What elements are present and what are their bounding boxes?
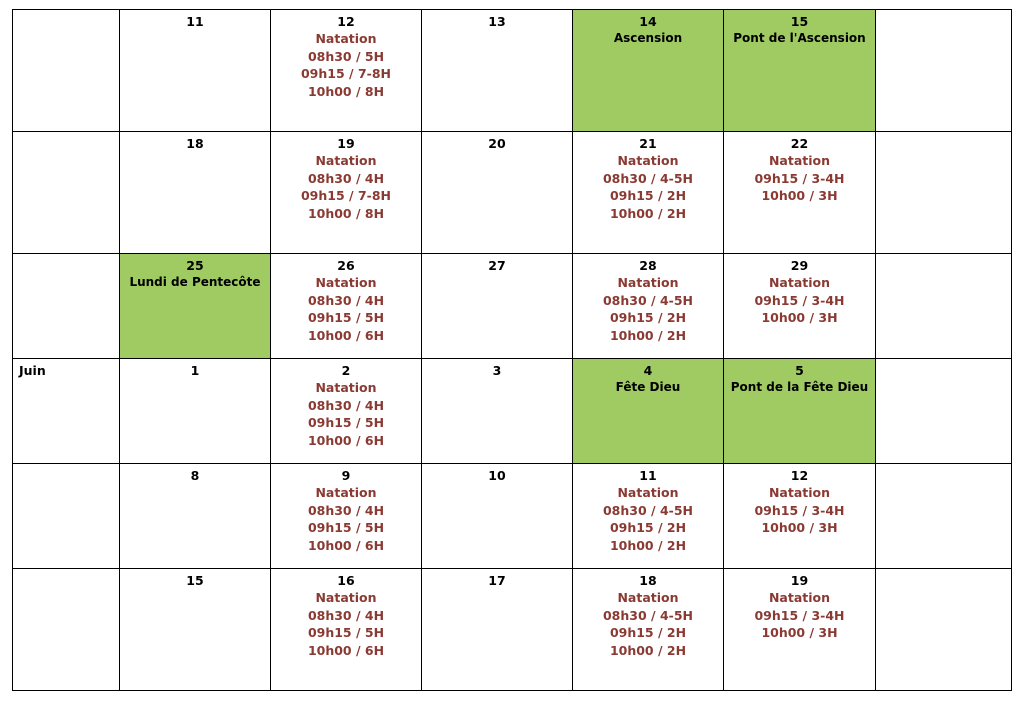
activity-schedule-line: 10h00 / 3H <box>761 310 838 325</box>
day-number: 15 <box>186 573 204 588</box>
month-cell <box>13 569 120 691</box>
activity-title: Natation <box>768 485 831 500</box>
month-cell <box>13 10 120 132</box>
activity-schedule-line: 09h15 / 5H <box>307 415 385 430</box>
day-number: 5 <box>795 363 804 378</box>
day-cell <box>120 254 271 359</box>
activity-schedule-line: 09h15 / 7-8H <box>300 66 391 81</box>
day-number: 20 <box>488 136 506 151</box>
day-number: 11 <box>186 14 204 29</box>
day-number: 28 <box>639 258 657 273</box>
activity-schedule-line: 09h15 / 5H <box>307 310 385 325</box>
activity-title: Natation <box>617 590 679 605</box>
day-cell <box>573 132 724 254</box>
activity-title: Natation <box>315 485 377 500</box>
week-row <box>13 359 1012 464</box>
day-cell <box>120 10 271 132</box>
activity-title: Natation <box>768 590 831 605</box>
day-number: 9 <box>341 468 351 483</box>
activity-title: Natation <box>617 153 679 168</box>
activity-schedule-line: 08h30 / 4H <box>307 170 385 186</box>
day-number: 16 <box>337 573 355 588</box>
day-cell <box>271 359 422 464</box>
day-number: 10 <box>488 468 506 483</box>
activity-schedule-line: 09h15 / 3-4H <box>754 607 845 623</box>
day-number: 19 <box>337 136 355 151</box>
activity-schedule-line: 10h00 / 3H <box>761 188 838 203</box>
day-number: 8 <box>190 468 200 483</box>
activity-schedule-line: 10h00 / 3H <box>761 625 838 640</box>
week-row <box>13 569 1012 691</box>
day-number: 12 <box>337 14 355 29</box>
holiday-label: Pont de la Fête Dieu <box>730 380 869 394</box>
activity-title: Natation <box>315 153 377 168</box>
activity-schedule-line: 09h15 / 2H <box>609 310 687 325</box>
activity-schedule-line: 10h00 / 8H <box>307 83 385 99</box>
week-row <box>13 464 1012 569</box>
activity-schedule-line: 08h30 / 4-5H <box>602 170 693 186</box>
day-cell <box>876 359 1012 464</box>
activity-schedule-line: 09h15 / 5H <box>307 520 385 535</box>
activity-schedule-line: 10h00 / 3H <box>761 520 838 535</box>
day-number: 22 <box>790 136 809 151</box>
day-number: 12 <box>790 468 809 483</box>
day-cell <box>724 359 876 464</box>
day-cell <box>876 10 1012 132</box>
day-cell <box>573 10 724 132</box>
day-number: 21 <box>639 136 657 151</box>
holiday-label: Pont de l'Ascension <box>733 31 866 45</box>
day-cell <box>422 254 573 359</box>
day-number: 14 <box>639 14 657 29</box>
activity-schedule-line: 10h00 / 2H <box>609 537 687 553</box>
activity-schedule-line: 10h00 / 6H <box>307 642 385 658</box>
holiday-label: Ascension <box>613 31 683 45</box>
day-cell <box>724 10 876 132</box>
activity-title: Natation <box>768 275 831 290</box>
month-cell <box>13 464 120 569</box>
day-cell <box>271 132 422 254</box>
week-row <box>13 254 1012 359</box>
activity-schedule-line: 08h30 / 5H <box>307 48 385 64</box>
activity-schedule-line: 08h30 / 4H <box>307 397 385 413</box>
day-cell <box>876 569 1012 691</box>
day-cell <box>271 254 422 359</box>
day-cell <box>573 464 724 569</box>
day-cell <box>724 132 876 254</box>
week-row <box>13 132 1012 254</box>
day-number: 4 <box>643 363 653 378</box>
day-cell <box>422 10 573 132</box>
activity-title: Natation <box>768 153 831 168</box>
day-number: 15 <box>790 14 809 29</box>
day-number: 27 <box>488 258 506 273</box>
day-cell <box>271 569 422 691</box>
day-cell <box>724 464 876 569</box>
day-cell <box>120 132 271 254</box>
activity-title: Natation <box>315 380 377 395</box>
day-number: 29 <box>790 258 809 273</box>
activity-title: Natation <box>315 275 377 290</box>
activity-title: Natation <box>315 590 377 605</box>
day-cell <box>422 132 573 254</box>
day-number: 3 <box>492 363 502 378</box>
activity-title: Natation <box>617 275 679 290</box>
activity-schedule-line: 10h00 / 2H <box>609 642 687 658</box>
day-number: 18 <box>186 136 204 151</box>
day-cell <box>271 464 422 569</box>
day-cell <box>271 10 422 132</box>
holiday-label: Fête Dieu <box>615 380 681 394</box>
day-cell <box>120 569 271 691</box>
activity-schedule-line: 09h15 / 3-4H <box>754 292 845 308</box>
day-number: 2 <box>341 363 351 378</box>
day-cell <box>573 359 724 464</box>
day-cell <box>573 254 724 359</box>
day-number: 1 <box>190 363 200 378</box>
day-number: 19 <box>790 573 809 588</box>
day-cell <box>120 464 271 569</box>
activity-title: Natation <box>617 485 679 500</box>
day-number: 18 <box>639 573 657 588</box>
activity-schedule-line: 08h30 / 4H <box>307 502 385 518</box>
day-cell <box>422 359 573 464</box>
holiday-label: Lundi de Pentecôte <box>129 275 261 289</box>
activity-title: Natation <box>315 31 377 46</box>
week-row <box>13 10 1012 132</box>
activity-schedule-line: 08h30 / 4H <box>307 292 385 308</box>
day-cell <box>876 464 1012 569</box>
activity-schedule-line: 09h15 / 2H <box>609 520 687 535</box>
activity-schedule-line: 09h15 / 2H <box>609 625 687 640</box>
day-cell <box>573 569 724 691</box>
month-cell <box>13 254 120 359</box>
activity-schedule-line: 10h00 / 6H <box>307 537 385 553</box>
day-number: 25 <box>186 258 204 273</box>
activity-schedule-line: 08h30 / 4H <box>307 607 385 623</box>
activity-schedule-line: 10h00 / 8H <box>307 205 385 221</box>
activity-schedule-line: 10h00 / 2H <box>609 327 687 343</box>
activity-schedule-line: 09h15 / 5H <box>307 625 385 640</box>
day-cell <box>422 464 573 569</box>
activity-schedule-line: 10h00 / 2H <box>609 205 687 221</box>
activity-schedule-line: 09h15 / 3-4H <box>754 502 845 518</box>
day-number: 11 <box>639 468 657 483</box>
day-cell <box>120 359 271 464</box>
activity-schedule-line: 08h30 / 4-5H <box>602 502 693 518</box>
day-number: 26 <box>337 258 355 273</box>
activity-schedule-line: 09h15 / 2H <box>609 188 687 203</box>
month-cell <box>13 132 120 254</box>
day-cell <box>724 254 876 359</box>
activity-schedule-line: 08h30 / 4-5H <box>602 292 693 308</box>
school-calendar-table <box>12 9 1012 691</box>
month-label: Juin <box>19 363 46 378</box>
day-cell <box>876 132 1012 254</box>
activity-schedule-line: 08h30 / 4-5H <box>602 607 693 623</box>
activity-schedule-line: 10h00 / 6H <box>307 327 385 343</box>
day-number: 13 <box>488 14 506 29</box>
day-cell <box>422 569 573 691</box>
month-cell <box>13 359 120 464</box>
day-number: 17 <box>488 573 506 588</box>
day-cell <box>724 569 876 691</box>
day-cell <box>876 254 1012 359</box>
activity-schedule-line: 09h15 / 7-8H <box>300 188 391 203</box>
activity-schedule-line: 10h00 / 6H <box>307 432 385 448</box>
activity-schedule-line: 09h15 / 3-4H <box>754 170 845 186</box>
